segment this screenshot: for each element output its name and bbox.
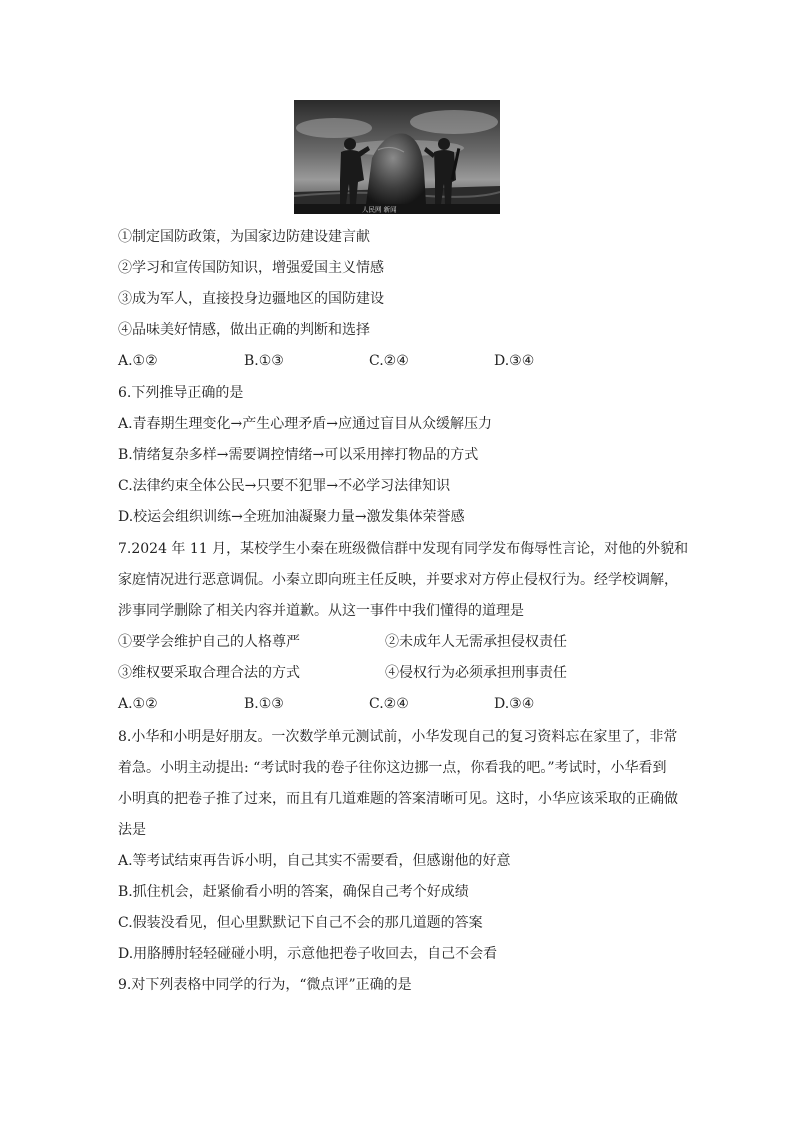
border-patrol-photo [294,100,500,214]
q8-choice-c: C.假装没看见，但心里默默记下自己不会的那几道题的答案 [118,915,483,931]
q8-choice-b: B.抓住机会，赶紧偷看小明的答案，确保自己考个好成绩 [118,884,469,900]
q7-stem-line-2: 家庭情况进行恶意调侃。小秦立即向班主任反映，并要求对方停止侵权行为。经学校调解， [118,572,678,588]
q5-option-d: D.③④ [494,353,535,369]
q7-stem-line-3: 涉事同学删除了相关内容并道歉。从这一事件中我们懂得的道理是 [118,603,524,619]
q6-choice-b: B.情绪复杂多样→需要调控情绪→可以采用摔打物品的方式 [118,447,479,463]
q7-option-a: A.①② [118,696,158,712]
q7-stem-line-1: 7.2024 年 11 月，某校学生小秦在班级微信群中发现有同学发布侮辱性言论，对他的外貌和 [118,541,689,557]
q6-choice-c: C.法律约束全体公民→只要不犯罪→不必学习法律知识 [118,478,451,494]
q6-choice-a: A.青春期生理变化→产生心理矛盾→应通过盲目从众缓解压力 [118,416,493,432]
q7-option-b: B.①③ [244,696,284,712]
q6-choice-d: D.校运会组织训练→全班加油凝聚力量→激发集体荣誉感 [118,509,465,525]
q5-option-b: B.①③ [244,353,284,369]
q6-stem: 6.下列推导正确的是 [118,385,244,401]
q8-stem-line-3: 小明真的把卷子推了过来，而且有几道难题的答案清晰可见。这时，小华应该采取的正确做 [118,791,678,807]
q8-stem-line-2: 着急。小明主动提出: “考试时我的卷子往你这边挪一点，你看我的吧。”考试时，小华看到 [118,760,667,776]
q8-stem-line-1: 8.小华和小明是好朋友。一次数学单元测试前，小华发现自己的复习资料忘在家里了，非常 [118,729,678,745]
q5-option-c: C.②④ [369,353,409,369]
q7-item-4: ④侵权行为必须承担刑事责任 [385,665,567,681]
q9-stem: 9.对下列表格中同学的行为，“微点评”正确的是 [118,977,412,993]
q5-item-4: ④品味美好情感，做出正确的判断和选择 [118,322,370,338]
q7-item-2: ②未成年人无需承担侵权责任 [385,634,567,650]
q5-option-a: A.①② [118,353,158,369]
q5-item-1: ①制定国防政策，为国家边防建设建言献 [118,229,370,245]
q5-item-3: ③成为军人，直接投身边疆地区的国防建设 [118,291,384,307]
q5-item-2: ②学习和宣传国防知识，增强爱国主义情感 [118,260,384,276]
q7-item-3: ③维权要采取合理合法的方式 [118,665,300,681]
q8-choice-d: D.用胳膊肘轻轻碰碰小明，示意他把卷子收回去，自己不会看 [118,946,498,962]
photo-caption: 人民网 新闻 [362,205,397,214]
q8-stem-line-4: 法是 [118,822,146,838]
q7-item-1: ①要学会维护自己的人格尊严 [118,634,300,650]
q8-choice-a: A.等考试结束再告诉小明，自己其实不需要看，但感谢他的好意 [118,853,511,869]
q7-option-c: C.②④ [369,696,409,712]
q7-option-d: D.③④ [494,696,535,712]
